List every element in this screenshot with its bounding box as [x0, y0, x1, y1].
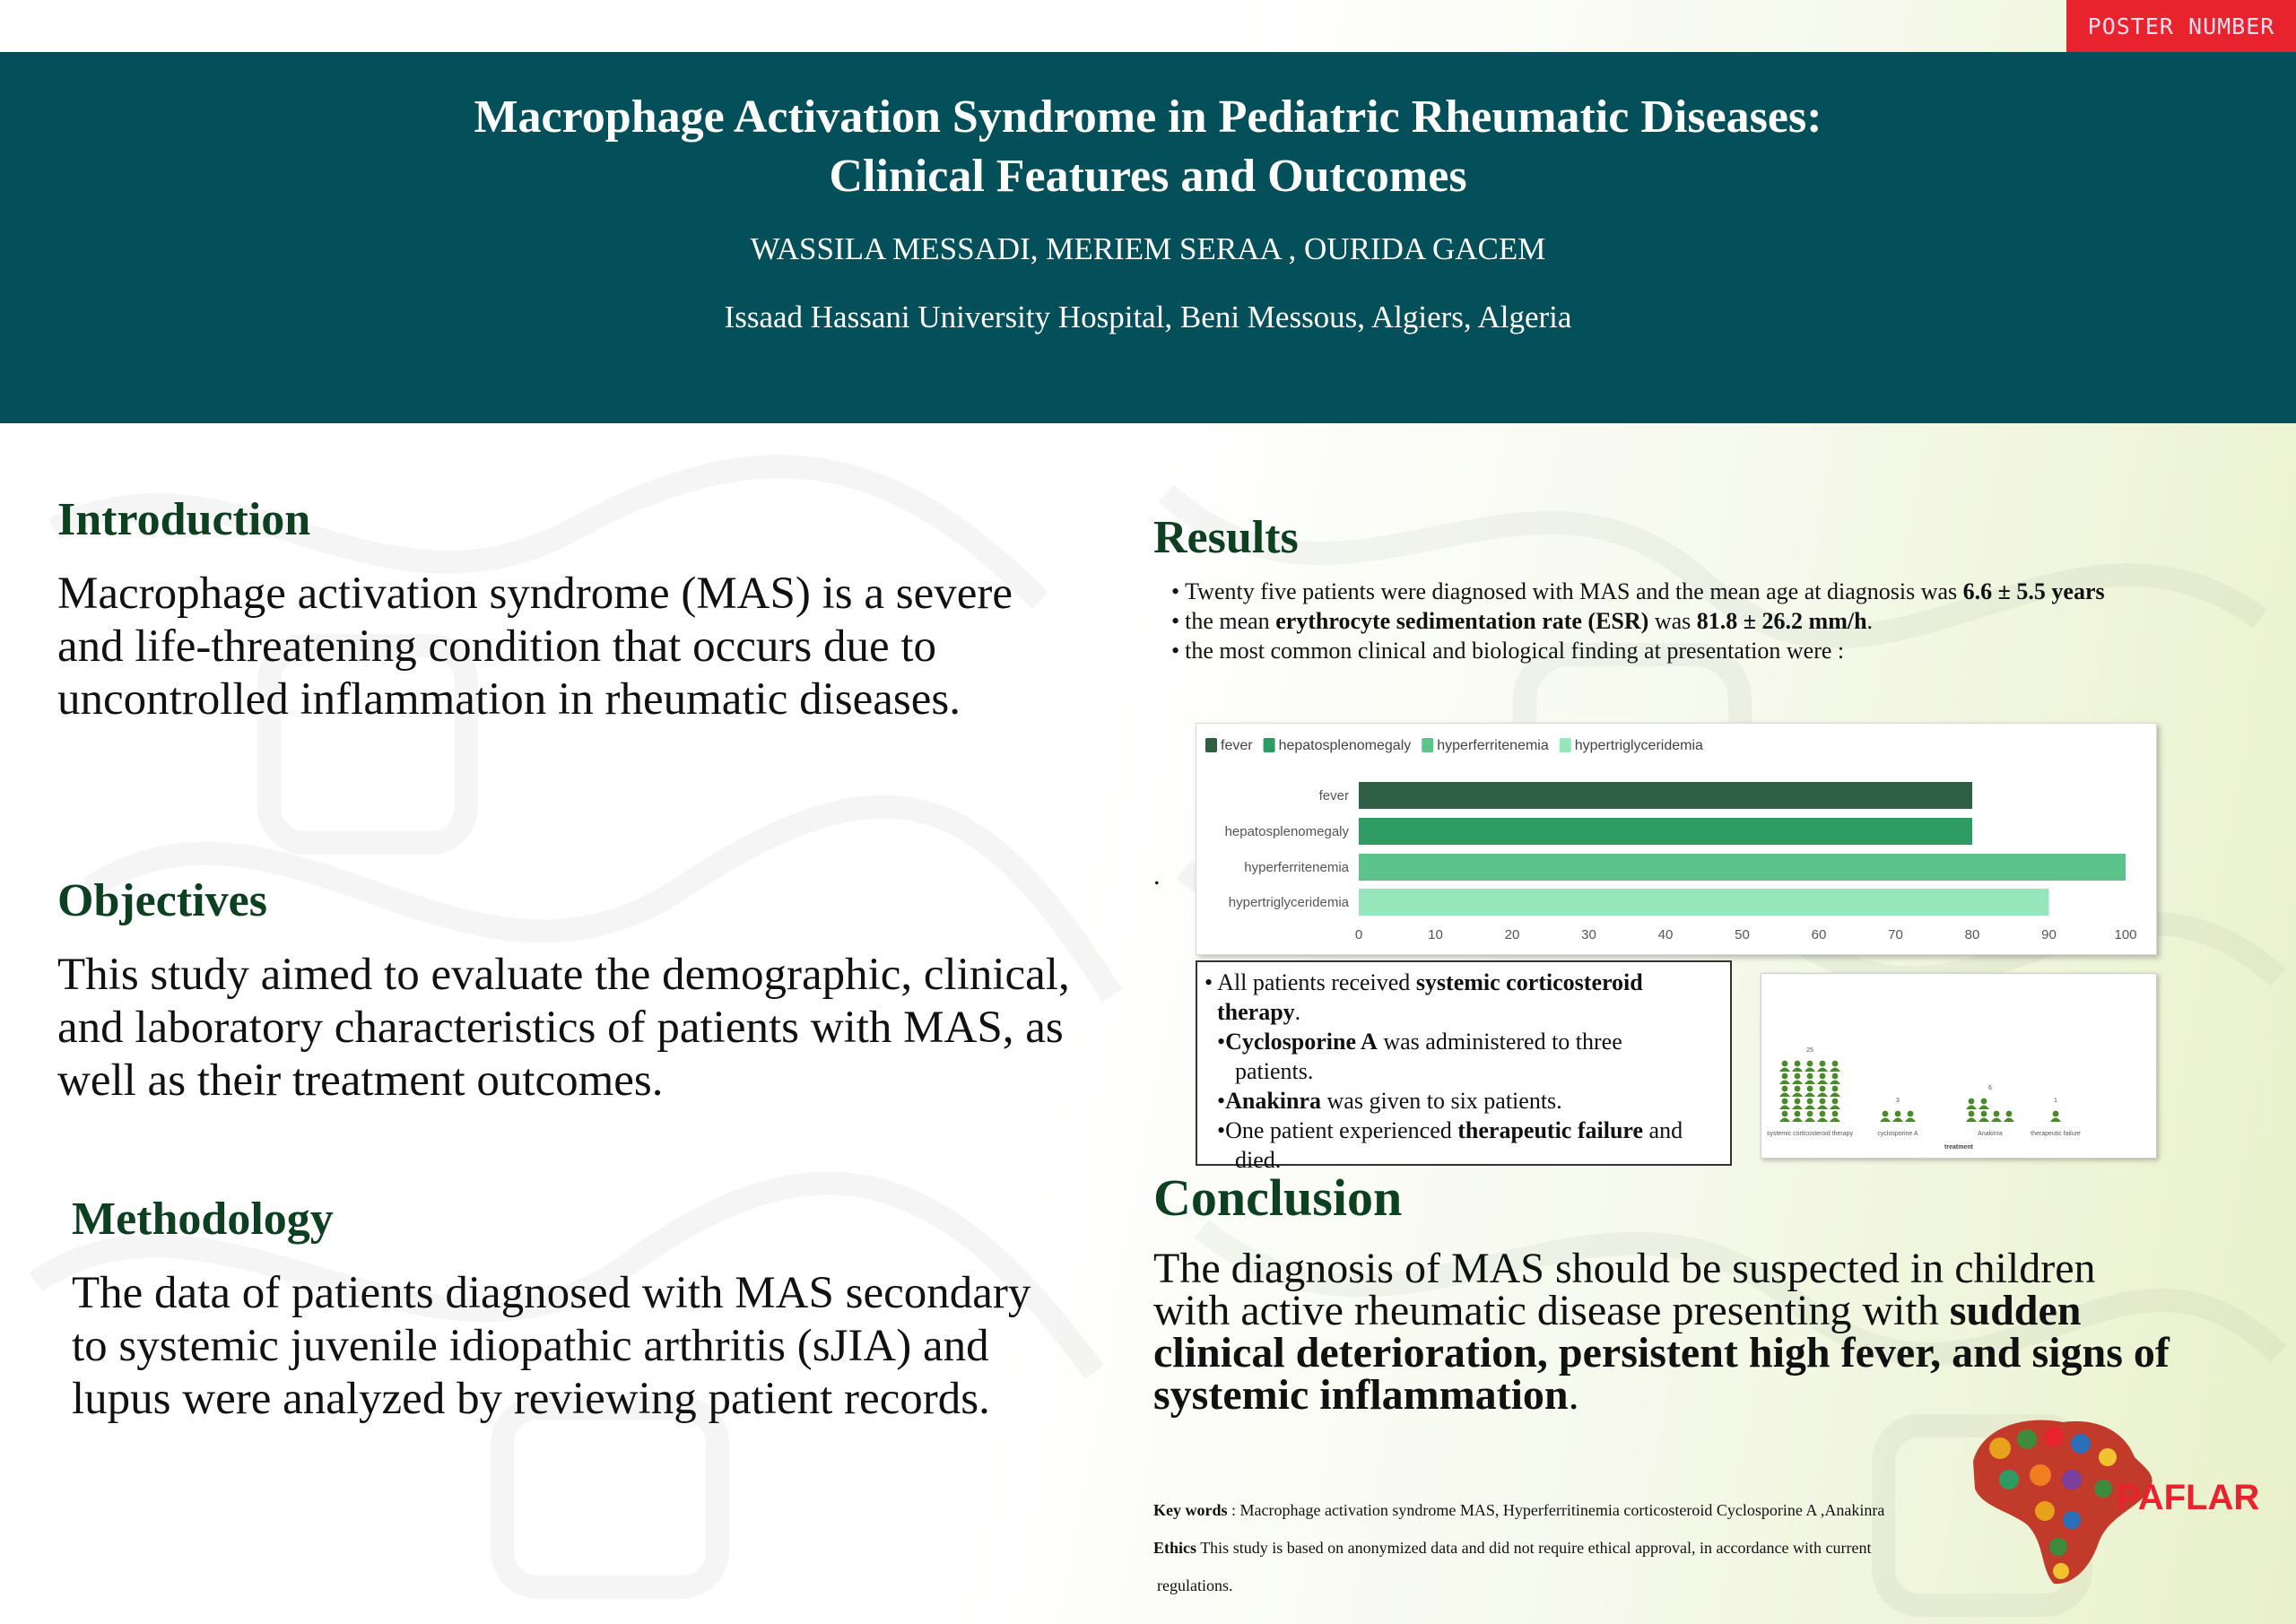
legend-swatch [1205, 738, 1217, 752]
esr-value: 81.8 ± 26.2 mm/h [1696, 608, 1867, 634]
person-icon [1979, 1106, 1989, 1110]
pictogram-x-axis-label: treatment [1944, 1144, 1973, 1151]
person-icon [1832, 1061, 1839, 1067]
pictogram-value-label: 3 [1896, 1098, 1900, 1104]
ethics-text: This study is based on anonymized data and did not require ethical approval, in accordance with current [1196, 1539, 1872, 1557]
person-icon [1830, 1106, 1840, 1110]
person-icon [1966, 1118, 1977, 1123]
x-tick-label: 70 [1888, 927, 1903, 942]
category-label: fever [1318, 788, 1349, 803]
poster-header [0, 52, 2296, 423]
person-icon [1969, 1111, 1975, 1117]
x-tick-label: 50 [1735, 927, 1750, 942]
findings-bar-chart [1196, 723, 2157, 955]
poster-number-badge: POSTER NUMBER [2066, 0, 2296, 52]
introduction-heading: Introduction [57, 494, 311, 545]
treatment-text: patients. [1235, 1058, 1314, 1084]
treatment-line: •Cyclosporine A was administered to three [1217, 1029, 1622, 1055]
person-icon [1782, 1073, 1788, 1080]
bullet-text: the mean [1185, 608, 1276, 634]
person-icon [1817, 1081, 1828, 1085]
chart-bar [1359, 889, 2049, 916]
person-icon [1820, 1111, 1826, 1117]
legend-swatch [1560, 738, 1571, 752]
person-icon [2050, 1118, 2061, 1123]
bullet-text: . [1866, 608, 1874, 634]
person-icon [1817, 1093, 1828, 1098]
introduction-text: Macrophage activation syndrome (MAS) is a severe and life-threatening condition that occurs due to uncontrolled inflammation in rheumatic diseases. [57, 569, 1013, 725]
person-icon [1830, 1081, 1840, 1085]
person-icon [1820, 1073, 1826, 1080]
person-icon [1880, 1118, 1891, 1123]
x-tick-label: 90 [2041, 927, 2057, 942]
title-line-1: Macrophage Activation Syndrome in Pediatric Rheumatic Diseases: [474, 91, 1822, 143]
objectives-heading: Objectives [57, 875, 267, 926]
person-icon [1908, 1111, 1914, 1117]
person-icon [1779, 1093, 1790, 1098]
treatment-text: . [1294, 999, 1301, 1025]
person-icon [1792, 1118, 1803, 1123]
results-section [1153, 511, 2176, 665]
methodology-section [72, 1193, 1076, 1426]
treatment-line: • All patients received systemic corticosteroid [1205, 969, 1643, 995]
pictogram-value-label: 1 [2054, 1098, 2057, 1104]
keywords-text: : Macrophage activation syndrome MAS, Hyperferritinemia corticosteroid Cyclosporine A ,Anakinra [1227, 1501, 1885, 1519]
person-icon [1981, 1099, 1987, 1105]
methodology-heading: Methodology [72, 1194, 334, 1245]
person-icon [1807, 1086, 1813, 1092]
person-icon [1805, 1093, 1815, 1098]
results-bullet [1171, 606, 2176, 636]
affiliation: Issaad Hassani University Hospital, Beni Messous, Algiers, Algeria [724, 300, 1572, 334]
authors: WASSILA MESSADI, MERIEM SERAA , OURIDA GACEM [750, 231, 1546, 266]
treatment-text: and [1643, 1117, 1683, 1143]
person-icon [1807, 1099, 1813, 1105]
chart-bar [1359, 818, 1972, 845]
person-icon [1792, 1106, 1803, 1110]
person-icon [1979, 1118, 1989, 1123]
methodology-text: The data of patients diagnosed with MAS secondary to systemic juvenile idiopathic arthritis (sJIA) and lupus were analyzed by reviewing patient records. [72, 1268, 1031, 1424]
person-icon [1779, 1081, 1790, 1085]
person-icon [1779, 1068, 1790, 1073]
person-icon [1820, 1086, 1826, 1092]
chart-bar [1359, 854, 2126, 881]
person-icon [1892, 1118, 1903, 1123]
pictogram-category-label: systemic corticosteroid therapy [1766, 1131, 1854, 1137]
treatment-text: was given to six patients. [1321, 1088, 1562, 1114]
person-icon [1782, 1111, 1788, 1117]
pictogram-category-label: therapeutic failure [2031, 1131, 2081, 1137]
treatment-bold: Anakinra [1225, 1088, 1322, 1114]
treatment-pictogram-chart [1761, 973, 2157, 1159]
bullet-text: Twenty five patients were diagnosed with MAS and the mean age at diagnosis was [1185, 578, 1963, 604]
treatment-text: died. [1235, 1147, 1282, 1173]
person-icon [1969, 1099, 1975, 1105]
treatment-text: was administered to three [1377, 1029, 1622, 1055]
category-label: hepatosplenomegaly [1224, 824, 1349, 839]
x-tick-label: 40 [1657, 927, 1674, 942]
legend-label: hypertriglyceridemia [1574, 738, 1703, 753]
x-tick-label: 60 [1811, 927, 1827, 942]
legend-label: hepatosplenomegaly [1278, 738, 1412, 753]
x-tick-label: 0 [1354, 927, 1363, 942]
objectives-text: This study aimed to evaluate the demographic, clinical, and laboratory characteristics of patients with MAS, as well as their treatment outcomes. [57, 950, 1070, 1106]
legend-swatch [1422, 738, 1433, 752]
person-icon [1994, 1111, 2000, 1117]
person-icon [1795, 1073, 1801, 1080]
stray-dot: . [1153, 861, 1161, 890]
person-icon [1820, 1061, 1826, 1067]
age-value: 6.6 ± 5.5 years [1962, 578, 2105, 604]
treatment-line [1205, 997, 1723, 1027]
x-tick-label: 10 [1428, 927, 1443, 942]
treatment-line: •Anakinra was given to six patients. [1217, 1088, 1562, 1114]
person-icon [1792, 1093, 1803, 1098]
results-bullet [1171, 577, 2176, 606]
treatment-bold: therapy [1217, 999, 1295, 1025]
legend-label: hyperferritenemia [1437, 738, 1549, 753]
legend-label: fever [1221, 738, 1253, 753]
person-icon [1807, 1111, 1813, 1117]
treatment-summary-box [1196, 960, 1732, 1173]
person-icon [1991, 1118, 2002, 1123]
ethics-label: Ethics [1153, 1539, 1197, 1557]
person-icon [1832, 1086, 1839, 1092]
treatment-text: All patients received [1217, 969, 1416, 995]
person-icon [1817, 1106, 1828, 1110]
treatment-bold: therapeutic failure [1457, 1117, 1644, 1143]
person-icon [1830, 1118, 1840, 1123]
bullet-text: was [1648, 608, 1697, 634]
person-icon [1795, 1111, 1801, 1117]
person-icon [1782, 1086, 1788, 1092]
category-label: hypertriglyceridemia [1228, 895, 1349, 910]
title-line-2: Clinical Features and Outcomes [829, 151, 1467, 202]
person-icon [1792, 1081, 1803, 1085]
conclusion-heading: Conclusion [1153, 1168, 1403, 1227]
pictogram-value-label: 25 [1806, 1047, 1813, 1054]
bullet-text: the most common clinical and biological finding at presentation were : [1185, 638, 1845, 664]
keywords-line [1153, 1491, 1979, 1529]
person-icon [1817, 1068, 1828, 1073]
pictogram-category-label: Anakinra [1978, 1131, 2003, 1137]
treatment-text: One patient experienced [1225, 1117, 1458, 1143]
ethics-text: regulations. [1157, 1576, 1233, 1594]
x-tick-label: 100 [2114, 927, 2137, 942]
findings-chart-svg [1196, 724, 2156, 954]
ethics-line [1153, 1529, 1979, 1567]
conclusion-section [1153, 1168, 2176, 1419]
person-icon [1795, 1099, 1801, 1105]
person-icon [1817, 1118, 1828, 1123]
esr-label: erythrocyte sedimentation rate (ESR) [1275, 608, 1649, 634]
person-icon [1981, 1111, 1987, 1117]
results-bullet-list [1171, 577, 2176, 665]
introduction-section [57, 493, 1071, 726]
results-heading: Results [1153, 512, 1299, 563]
person-icon [1966, 1106, 1977, 1110]
conclusion-text [1153, 1245, 2176, 1419]
person-icon [1782, 1099, 1788, 1105]
person-icon [2053, 1111, 2059, 1117]
treatment-bold: Cyclosporine A [1225, 1029, 1378, 1055]
chart-bar [1359, 782, 1972, 809]
x-tick-label: 80 [1964, 927, 1980, 942]
ethics-line-2 [1153, 1567, 1979, 1604]
person-icon [1792, 1068, 1803, 1073]
pictogram-svg [1761, 974, 2156, 1158]
conclusion-plain: The diagnosis of MAS should be suspected in children with active rheumatic disease presenting with [1153, 1245, 2096, 1334]
person-icon [1832, 1073, 1839, 1080]
pictogram-category-label: cyclosporine A [1877, 1131, 1918, 1137]
treatment-line: •One patient experienced therapeutic failure and [1217, 1117, 1683, 1143]
person-icon [1795, 1086, 1801, 1092]
person-icon [1779, 1118, 1790, 1123]
person-icon [1895, 1111, 1901, 1117]
person-icon [1807, 1061, 1813, 1067]
person-icon [1782, 1061, 1788, 1067]
person-icon [1820, 1099, 1826, 1105]
keywords-block [1153, 1491, 1979, 1604]
x-tick-label: 20 [1504, 927, 1520, 942]
person-icon [1830, 1093, 1840, 1098]
person-icon [1779, 1106, 1790, 1110]
person-icon [2006, 1111, 2013, 1117]
pictogram-value-label: 6 [1988, 1085, 1992, 1091]
person-icon [1805, 1068, 1815, 1073]
x-tick-label: 30 [1581, 927, 1596, 942]
person-icon [1807, 1073, 1813, 1080]
paflar-logo-text: PAFLAR [2117, 1478, 2260, 1517]
objectives-section [57, 874, 1071, 1107]
person-icon [1832, 1111, 1839, 1117]
conclusion-end: . [1568, 1371, 1579, 1419]
keywords-label: Key words [1153, 1501, 1228, 1519]
person-icon [1832, 1099, 1839, 1105]
person-icon [1805, 1118, 1815, 1123]
person-icon [1805, 1106, 1815, 1110]
person-icon [1830, 1068, 1840, 1073]
person-icon [2004, 1118, 2014, 1123]
person-icon [1805, 1081, 1815, 1085]
legend-swatch [1264, 738, 1275, 752]
conclusion-bold: sudden clinical deterioration, persistent high fever, and signs of systemic inflammation [1153, 1287, 2170, 1419]
poster-title [0, 88, 2296, 206]
treatment-bold: systemic corticosteroid [1415, 969, 1643, 995]
results-bullet [1171, 636, 2176, 665]
person-icon [1883, 1111, 1889, 1117]
category-label: hyperferritenemia [1244, 860, 1349, 875]
person-icon [1905, 1118, 1916, 1123]
person-icon [1795, 1061, 1801, 1067]
treatment-line [1205, 1056, 1723, 1086]
